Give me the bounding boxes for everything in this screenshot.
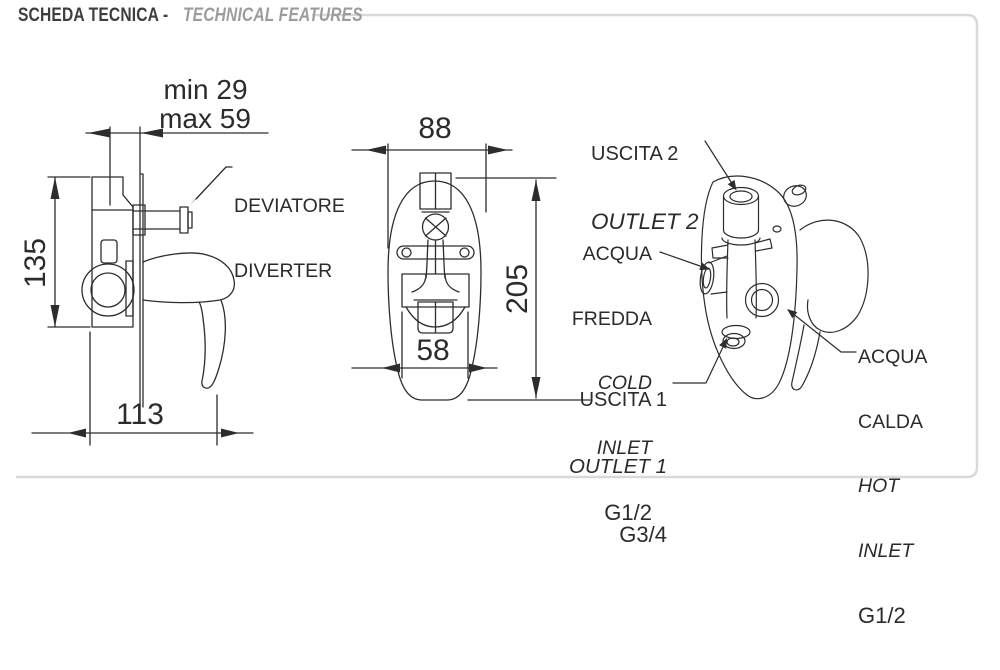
hot-inlet-callout <box>858 304 927 670</box>
outlet1-label-it: USCITA 1 <box>579 389 667 411</box>
outlet1-callout <box>555 346 667 591</box>
dim-height-135: 135 <box>19 237 52 289</box>
page-title <box>18 5 421 27</box>
diverter-label-it: DEVIATORE <box>234 195 345 217</box>
cold-inlet-it-2: FREDDA <box>571 307 652 330</box>
title-english: TECHNICAL FEATURES <box>183 5 364 26</box>
hot-inlet-it-1: ACQUA <box>858 346 928 368</box>
outlet1-label-en: OUTLET 1 <box>569 455 667 478</box>
dim-height-205: 205 <box>501 263 534 315</box>
outlet1-thread: G3/4 <box>619 522 667 547</box>
hot-inlet-thread: G1/2 <box>858 603 906 628</box>
hot-inlet-en-2: INLET <box>858 539 914 562</box>
outlet2-label-it: USCITA 2 <box>591 143 679 165</box>
hot-inlet-en-1: HOT <box>858 475 900 497</box>
cold-inlet-en-1: COLD <box>597 372 652 394</box>
diverter-callout <box>234 153 345 325</box>
hot-inlet-it-2: CALDA <box>858 410 924 433</box>
dim-width-113: 113 <box>116 398 164 431</box>
cold-inlet-it-1: ACQUA <box>582 243 652 265</box>
dim-width-58: 58 <box>416 334 450 367</box>
cold-inlet-en-2: INLET <box>596 436 652 459</box>
dim-depth-max: max 59 <box>159 103 251 134</box>
cold-inlet-thread: G1/2 <box>604 500 652 525</box>
outlet2-label-en: OUTLET 2 <box>591 209 699 234</box>
diverter-label-en: DIVERTER <box>234 259 333 282</box>
dim-width-88: 88 <box>418 112 452 145</box>
title-italian: SCHEDA TECNICA - <box>18 5 169 26</box>
dim-depth-min: min 29 <box>163 74 248 105</box>
